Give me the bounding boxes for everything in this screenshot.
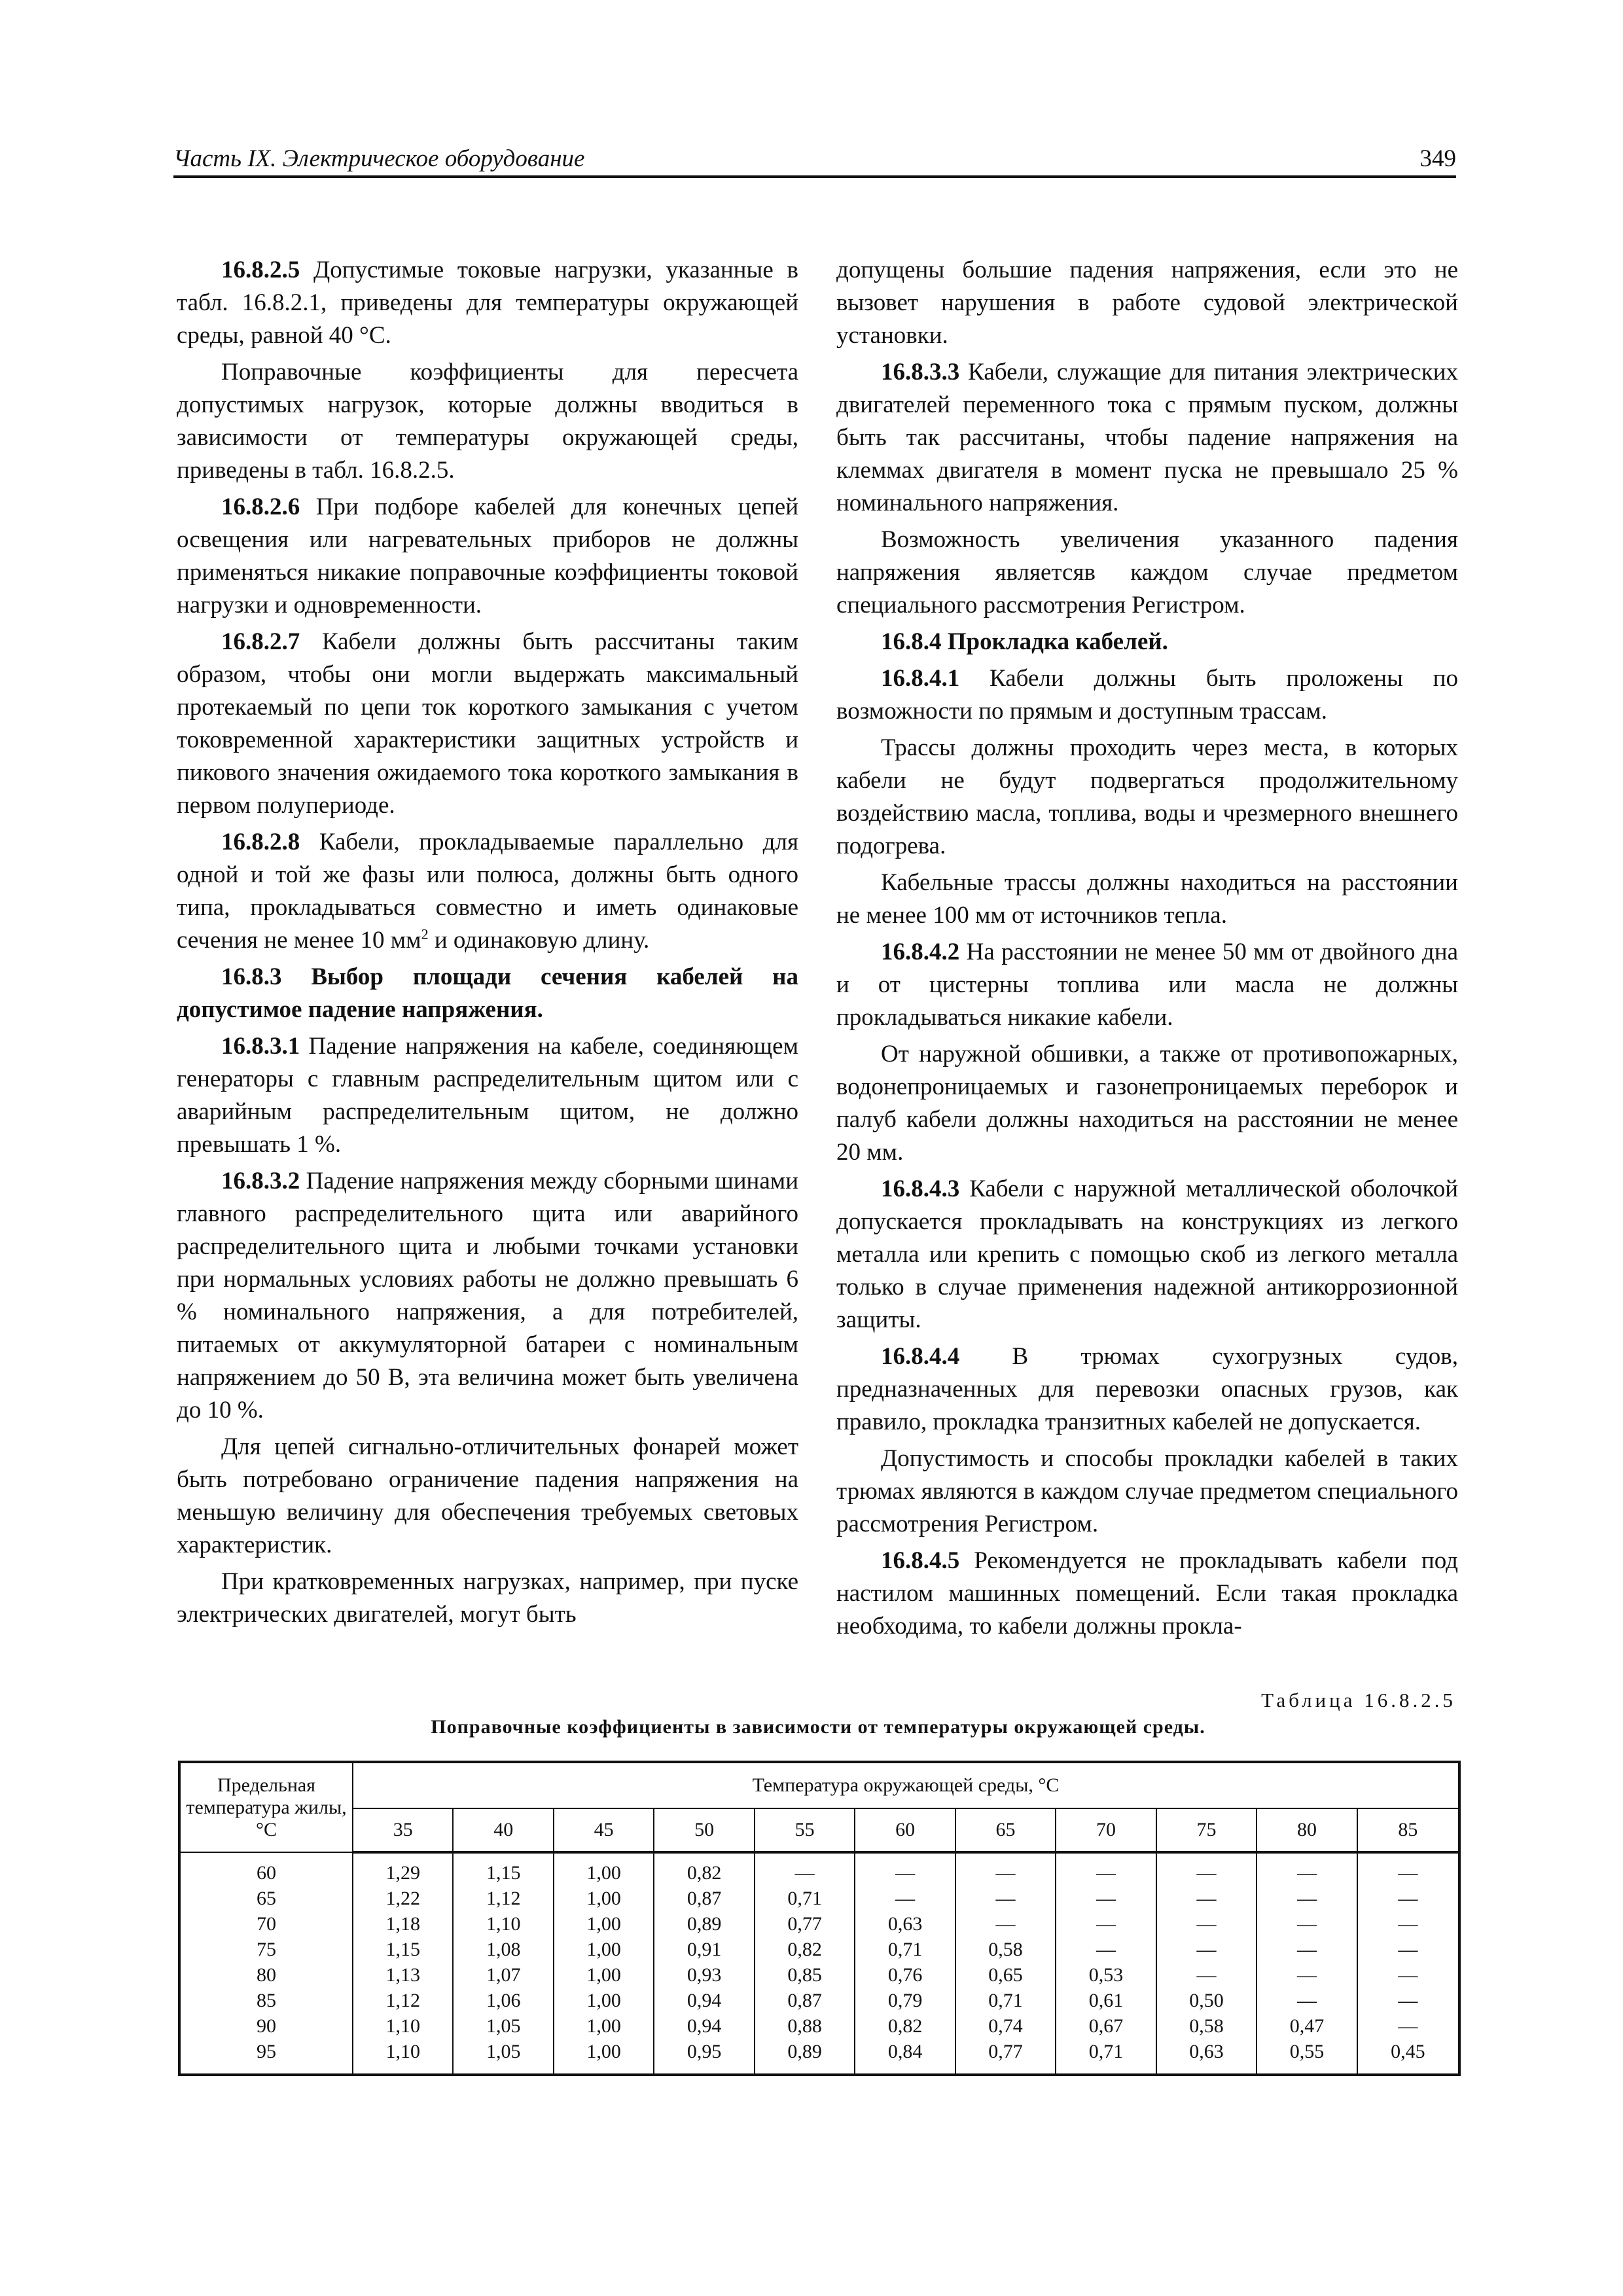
- table-cell: 1,10: [453, 1911, 553, 1937]
- paragraph: [177, 1566, 798, 1631]
- paragraph-text: Допустимость и способы прокладки кабелей в таких трюмах являются в каждом случае предметом специального рассмотрения Регистром.: [836, 1445, 1458, 1537]
- table-cell: 1,12: [353, 1988, 453, 2013]
- table-cell: —: [1357, 1988, 1459, 2013]
- paragraph-text: допущены большие падения напряжения, если это не вызовет нарушения в работе судовой электрической установки.: [836, 257, 1458, 349]
- table-cell: —: [1257, 1937, 1357, 1962]
- table-cell: —: [1357, 1911, 1459, 1937]
- clause-number: 16.8.2.7: [221, 628, 300, 655]
- table-cell: 0,82: [654, 1852, 754, 1886]
- table-cell: —: [1056, 1911, 1156, 1937]
- table-cell: 0,63: [855, 1911, 955, 1937]
- table-cell: —: [1257, 1886, 1357, 1911]
- table-cell: —: [1257, 1911, 1357, 1937]
- table-cell: 0,89: [654, 1911, 754, 1937]
- paragraph-text: При подборе кабелей для конечных цепей освещения или нагревательных приборов не должны применяться никакие поправочные коэффициенты токовой нагрузки и одновременности.: [177, 493, 798, 619]
- clause-number: 16.8.4.3: [881, 1175, 960, 1202]
- header-rule: [173, 175, 1456, 178]
- column-header: 35: [353, 1808, 453, 1852]
- paragraph-text: Кабельные трассы должны находиться на расстоянии не менее 100 мм от источников тепла.: [836, 869, 1458, 929]
- table-cell: 0,79: [855, 1988, 955, 2013]
- table-row: [179, 1886, 1459, 1911]
- table-cell: —: [1257, 1852, 1357, 1886]
- clause-number: 16.8.3.1: [221, 1033, 300, 1060]
- clause-number: 16.8.4.1: [881, 665, 960, 692]
- table-cell: 1,00: [554, 1852, 654, 1886]
- clause-number: 16.8.3.2: [221, 1168, 300, 1194]
- row-temperature: 85: [179, 1988, 353, 2013]
- correction-factor-table: [178, 1761, 1461, 2076]
- table-cell: 1,05: [453, 2039, 553, 2075]
- column-header: 40: [453, 1808, 553, 1852]
- table-cell: 1,00: [554, 2039, 654, 2075]
- row-header-cell: Предельная температура жилы, °С: [179, 1762, 353, 1852]
- paragraph-text: Рекомендуется не прокладывать кабели под настилом машинных помещений. Если такая прокладка необходима, то кабели должны прокла-: [836, 1547, 1458, 1640]
- table-number: Таблица 16.8.2.5: [1261, 1689, 1456, 1712]
- paragraph-text: и одинаковую длину.: [428, 927, 650, 954]
- table-cell: 0,71: [1056, 2039, 1156, 2075]
- table-title: Поправочные коэффициенты в зависимости от температуры окружающей среды.: [431, 1716, 1205, 1738]
- paragraph: [836, 662, 1458, 728]
- clause-number: 16.8.4.5: [881, 1547, 960, 1574]
- table-cell: 0,87: [755, 1988, 855, 2013]
- table-row: [179, 2013, 1459, 2039]
- table-cell: 1,00: [554, 1962, 654, 1988]
- table-cell: 0,45: [1357, 2039, 1459, 2075]
- table-cell: 1,12: [453, 1886, 553, 1911]
- paragraph: [836, 732, 1458, 863]
- table-cell: 0,91: [654, 1937, 754, 1962]
- table-cell: 0,93: [654, 1962, 754, 1988]
- row-temperature: 95: [179, 2039, 353, 2075]
- column-group-header: Температура окружающей среды, °С: [353, 1762, 1459, 1808]
- row-temperature: 70: [179, 1911, 353, 1937]
- table-cell: 1,08: [453, 1937, 553, 1962]
- table-cell: —: [955, 1911, 1056, 1937]
- table-cell: —: [1357, 2013, 1459, 2039]
- clause-number: 16.8.2.6: [221, 493, 300, 520]
- table-cell: —: [1257, 1988, 1357, 2013]
- paragraph-text: Кабели должны быть проложены по возможности по прямым и доступным трассам.: [836, 665, 1458, 725]
- paragraph-text: Поправочные коэффициенты для пересчета допустимых нагрузок, которые должны вводиться в зависимости от температуры окружающей среды, приведены в табл. 16.8.2.5.: [177, 359, 798, 484]
- table-cell: 0,65: [955, 1962, 1056, 1988]
- table-cell: —: [855, 1886, 955, 1911]
- paragraph-text: В трюмах сухогрузных судов, предназначенных для перевозки опасных грузов, как правило, прокладка транзитных кабелей не допускается.: [836, 1343, 1458, 1435]
- paragraph: [836, 1545, 1458, 1643]
- table-cell: 1,00: [554, 1937, 654, 1962]
- table-row: [179, 2039, 1459, 2075]
- table-cell: —: [955, 1886, 1056, 1911]
- table-cell: 1,15: [353, 1937, 453, 1962]
- table-cell: —: [1156, 1852, 1257, 1886]
- column-header: 75: [1156, 1808, 1257, 1852]
- column-header: 65: [955, 1808, 1056, 1852]
- table-cell: —: [1357, 1886, 1459, 1911]
- table-cell: 1,22: [353, 1886, 453, 1911]
- table-cell: —: [1156, 1937, 1257, 1962]
- table-cell: 0,58: [1156, 2013, 1257, 2039]
- table-row: [179, 1852, 1459, 1886]
- row-temperature: 65: [179, 1886, 353, 1911]
- paragraph: [836, 524, 1458, 622]
- table-cell: 1,18: [353, 1911, 453, 1937]
- table-cell: —: [1156, 1962, 1257, 1988]
- table-cell: —: [1357, 1937, 1459, 1962]
- table-cell: 1,06: [453, 1988, 553, 2013]
- paragraph-text: Кабели должны быть рассчитаны таким образом, чтобы они могли выдержать максимальный протекаемый по цепи ток короткого замыкания с учетом токовременной характеристики защитных устройств и пикового значения ожидаемого тока короткого замыкания в первом полупериоде.: [177, 628, 798, 819]
- table-cell: 0,55: [1257, 2039, 1357, 2075]
- column-header: 55: [755, 1808, 855, 1852]
- running-title: Часть IX. Электрическое оборудование: [173, 145, 585, 172]
- clause-number: 16.8.2.8: [221, 829, 300, 855]
- clause-number: 16.8.4.4: [881, 1343, 960, 1370]
- column-header: 60: [855, 1808, 955, 1852]
- table-cell: 1,07: [453, 1962, 553, 1988]
- column-header: 85: [1357, 1808, 1459, 1852]
- table-cell: 1,00: [554, 1988, 654, 2013]
- paragraph-text: От наружной обшивки, а также от противопожарных, водонепроницаемых и газонепроницаемых переборок и палуб кабели должны находиться на расстоянии не менее 20 мм.: [836, 1041, 1458, 1166]
- paragraph: [836, 356, 1458, 520]
- paragraph-text: Кабели с наружной металлической оболочкой допускается прокладывать на конструкциях из легкого металла или крепить с помощью скоб из легкого металла только в случае применения надежной антикоррозионной защиты.: [836, 1175, 1458, 1333]
- table-cell: 0,77: [955, 2039, 1056, 2075]
- table-cell: 0,88: [755, 2013, 855, 2039]
- paragraph-text: Кабели, служащие для питания электрических двигателей переменного тока с прямым пуском, должны быть так рассчитаны, чтобы падение напряжения на клеммах двигателя в момент пуска не превышало 25 % номинального напряжения.: [836, 359, 1458, 516]
- table-cell: 0,71: [855, 1937, 955, 1962]
- table-cell: —: [955, 1852, 1056, 1886]
- table-row: [179, 1988, 1459, 2013]
- table-cell: 0,74: [955, 2013, 1056, 2039]
- table-row: [179, 1911, 1459, 1937]
- table-cell: 0,67: [1056, 2013, 1156, 2039]
- table-cell: 0,63: [1156, 2039, 1257, 2075]
- page-number: 349: [1419, 145, 1456, 172]
- paragraph: [177, 356, 798, 487]
- table-cell: 0,71: [955, 1988, 1056, 2013]
- table-cell: 0,61: [1056, 1988, 1156, 2013]
- table-cell: 1,00: [554, 1886, 654, 1911]
- table-row: [179, 1937, 1459, 1962]
- paragraph-text: Падение напряжения между сборными шинами главного распределительного щита или аварийного распределительного щита и любыми точками установки при нормальных условиях работы не должно превышать 6 % номинального напряжения, а для потребителей, питаемых от аккумуляторной батареи с номинальным напряжением до 50 В, эта величина может быть увеличена до 10 %.: [177, 1168, 798, 1424]
- table-cell: —: [855, 1852, 955, 1886]
- paragraph-text: На расстоянии не менее 50 мм от двойного дна и от цистерны топлива или масла не должны прокладываться никакие кабели.: [836, 939, 1458, 1031]
- column-header: 45: [554, 1808, 654, 1852]
- table-cell: 0,89: [755, 2039, 855, 2075]
- table-cell: 0,82: [755, 1937, 855, 1962]
- table-cell: 1,00: [554, 2013, 654, 2039]
- section-heading: 16.8.3 Выбор площади сечения кабелей на допустимое падение напряжения.: [177, 963, 798, 1023]
- row-temperature: 60: [179, 1852, 353, 1886]
- row-temperature: 80: [179, 1962, 353, 1988]
- paragraph: [177, 826, 798, 957]
- table-cell: 0,71: [755, 1886, 855, 1911]
- table-cell: —: [1357, 1962, 1459, 1988]
- table-cell: 0,85: [755, 1962, 855, 1988]
- paragraph-text: Возможность увеличения указанного падения напряжения являетсяв каждом случае предметом специального рассмотрения Регистром.: [836, 526, 1458, 619]
- clause-number: 16.8.2.5: [221, 257, 300, 283]
- table-cell: 1,29: [353, 1852, 453, 1886]
- right-column: [836, 254, 1458, 1643]
- superscript: 2: [421, 925, 429, 942]
- table-cell: —: [1056, 1937, 1156, 1962]
- paragraph: [177, 1165, 798, 1427]
- paragraph: [177, 626, 798, 822]
- paragraph-text: Трассы должны проходить через места, в которых кабели не будут подвергаться продолжительному воздействию масла, топлива, воды и чрезмерного внешнего подогрева.: [836, 734, 1458, 859]
- column-header: 70: [1056, 1808, 1156, 1852]
- table-cell: —: [1056, 1886, 1156, 1911]
- table-row: [179, 1962, 1459, 1988]
- page-header: [173, 141, 1456, 178]
- row-temperature: 75: [179, 1937, 353, 1962]
- table-cell: —: [1056, 1852, 1156, 1886]
- table-cell: 0,87: [654, 1886, 754, 1911]
- table-cell: 0,77: [755, 1911, 855, 1937]
- table-cell: 1,05: [453, 2013, 553, 2039]
- table-cell: 1,15: [453, 1852, 553, 1886]
- table-cell: 0,53: [1056, 1962, 1156, 1988]
- table-cell: 1,10: [353, 2013, 453, 2039]
- table-cell: 1,13: [353, 1962, 453, 1988]
- table-cell: —: [1156, 1886, 1257, 1911]
- row-temperature: 90: [179, 2013, 353, 2039]
- paragraph-text: Кабели, прокладываемые параллельно для одной и той же фазы или полюса, должны быть одного типа, прокладываться совместно и иметь одинаковые сечения не менее 10 мм: [177, 829, 798, 954]
- table-cell: 1,00: [554, 1911, 654, 1937]
- paragraph-text: При кратковременных нагрузках, например, при пуске электрических двигателей, могут быть: [177, 1568, 798, 1628]
- table-cell: —: [1156, 1911, 1257, 1937]
- paragraph: [836, 1173, 1458, 1336]
- left-column: [177, 254, 798, 1631]
- paragraph: [836, 867, 1458, 932]
- table-cell: 0,47: [1257, 2013, 1357, 2039]
- clause-number: 16.8.3.3: [881, 359, 960, 386]
- paragraph: [836, 1443, 1458, 1541]
- table-cell: —: [755, 1852, 855, 1886]
- paragraph-text: Падение напряжения на кабеле, соединяющем генераторы с главным распределительным щитом или с аварийным распределительным щитом, не должно превышать 1 %.: [177, 1033, 798, 1158]
- paragraph: [177, 254, 798, 352]
- paragraph: [836, 936, 1458, 1034]
- table-cell: 0,50: [1156, 1988, 1257, 2013]
- table-cell: 1,10: [353, 2039, 453, 2075]
- paragraph: [836, 1038, 1458, 1169]
- column-header: 50: [654, 1808, 754, 1852]
- paragraph: [836, 1340, 1458, 1439]
- table-cell: 0,84: [855, 2039, 955, 2075]
- paragraph: [177, 1431, 798, 1562]
- table-cell: —: [1357, 1852, 1459, 1886]
- section-heading: 16.8.4 Прокладка кабелей.: [881, 628, 1168, 655]
- paragraph-text: Для цепей сигнально-отличительных фонарей может быть потребовано ограничение падения напряжения на меньшую величину для обеспечения требуемых световых характеристик.: [177, 1433, 798, 1558]
- paragraph: [177, 491, 798, 622]
- table-cell: 0,95: [654, 2039, 754, 2075]
- clause-number: 16.8.4.2: [881, 939, 960, 965]
- paragraph: [177, 1030, 798, 1161]
- table-cell: —: [1257, 1962, 1357, 1988]
- table-cell: 0,82: [855, 2013, 955, 2039]
- table-cell: 0,94: [654, 2013, 754, 2039]
- table-cell: 0,94: [654, 1988, 754, 2013]
- paragraph: [836, 254, 1458, 352]
- column-header: 80: [1257, 1808, 1357, 1852]
- paragraph-text: Допустимые токовые нагрузки, указанные в табл. 16.8.2.1, приведены для температуры окружающей среды, равной 40 °С.: [177, 257, 798, 349]
- table-cell: 0,58: [955, 1937, 1056, 1962]
- table-cell: 0,76: [855, 1962, 955, 1988]
